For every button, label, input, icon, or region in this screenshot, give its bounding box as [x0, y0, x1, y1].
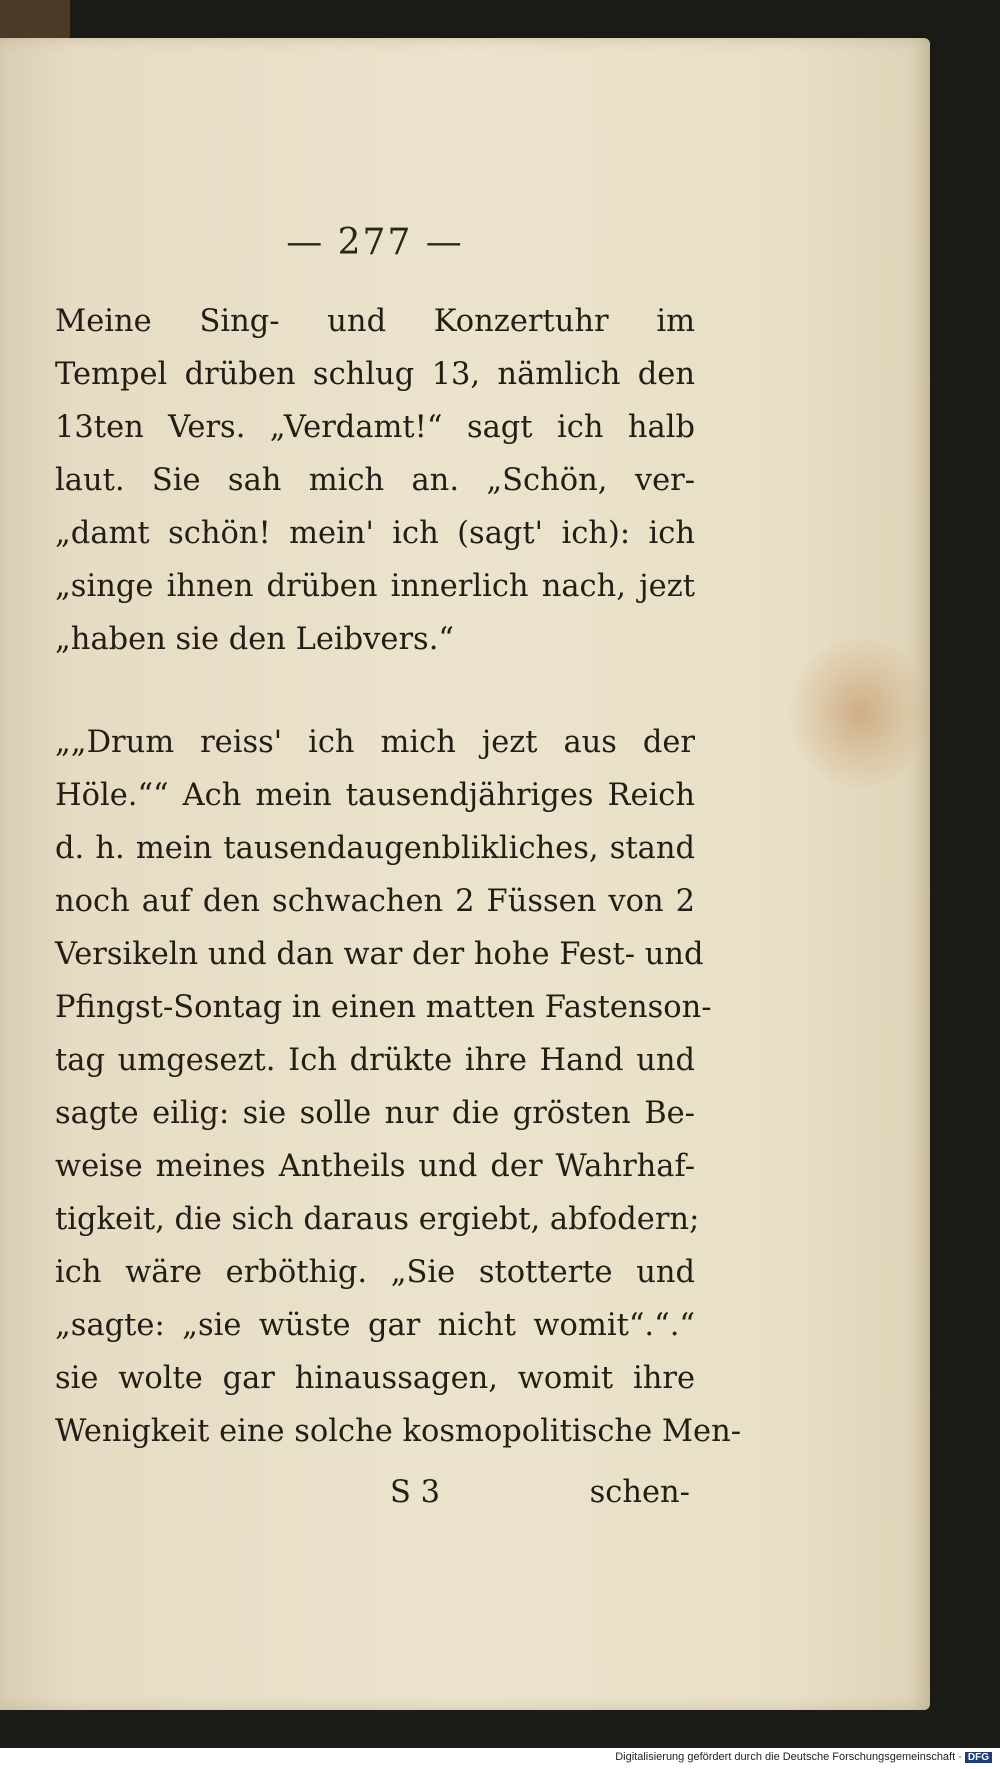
page-footer — [390, 1475, 690, 1525]
text-line: Höle.““ Ach mein tausendjähriges Reich — [55, 778, 695, 813]
paragraph-gap — [55, 666, 695, 716]
text-line: sie wolte gar hinaussagen, womit ihre — [55, 1361, 695, 1396]
dfg-logo: DFG — [965, 1752, 992, 1763]
text-line: d. h. mein tausendaugenblikliches, stand — [55, 831, 695, 866]
catchword: schen- — [589, 1475, 690, 1510]
text-line: noch auf den schwachen 2 Füssen von 2 — [55, 884, 695, 919]
book-cover-edge — [0, 0, 70, 40]
text-line: Versikeln und dan war der hohe Fest- und — [55, 937, 704, 972]
page-stain — [790, 638, 930, 788]
page-text — [55, 295, 742, 1458]
signature-mark: S 3 — [390, 1475, 440, 1510]
text-line: tag umgesezt. Ich drükte ihre Hand und — [55, 1043, 695, 1078]
text-line: tigkeit, die sich daraus ergiebt, abfodern; — [55, 1202, 700, 1237]
text-line: ich wäre erböthig. „Sie stotterte und — [55, 1255, 695, 1290]
text-line: Pfingst-Sontag in einen matten Fastenson- — [55, 990, 712, 1025]
text-line: Meine Sing- und Konzertuhr im — [55, 304, 695, 339]
credit-text: Digitalisierung gefördert durch die Deutsche Forschungsgemeinschaft · — [615, 1751, 962, 1763]
text-line: laut. Sie sah mich an. „Schön, ver- — [55, 463, 695, 498]
page-number-header: — 277 — — [286, 222, 464, 263]
text-line: „singe ihnen drüben innerlich nach, jezt — [55, 569, 695, 604]
text-line: sagte eilig: sie solle nur die grösten Be- — [55, 1096, 695, 1131]
text-line: weise meines Antheils und der Wahrhaf- — [55, 1149, 695, 1184]
text-line: Wenigkeit eine solche kosmopolitische Men- — [55, 1414, 742, 1449]
text-line: „haben sie den Leibvers.“ — [55, 622, 454, 657]
text-line: „damt schön! mein' ich (sagt' ich): ich — [55, 516, 695, 551]
text-line: „„Drum reiss' ich mich jezt aus der — [55, 725, 695, 760]
text-line: Tempel drüben schlug 13, nämlich den — [55, 357, 695, 392]
digitization-credit — [615, 1751, 992, 1763]
text-line: „sagte: „sie wüste gar nicht womit“.“.“ — [55, 1308, 695, 1343]
text-line: 13ten Vers. „Verdamt!“ sagt ich halb — [55, 410, 695, 445]
